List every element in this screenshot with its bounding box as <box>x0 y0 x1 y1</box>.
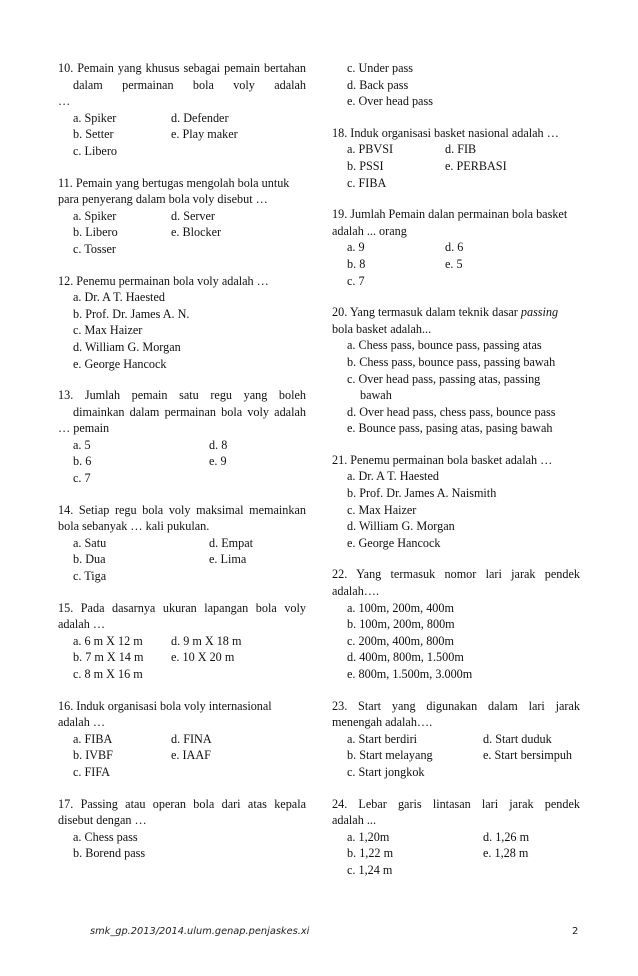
option-b: b. 100m, 200m, 800m <box>347 617 455 632</box>
question-15 <box>58 600 306 683</box>
option-a: a. 100m, 200m, 400m <box>347 600 454 615</box>
right-column <box>332 60 580 879</box>
option-c: c. Tosser <box>73 241 116 256</box>
option-row <box>58 224 306 241</box>
page-number: 2 <box>572 926 579 937</box>
option-row <box>332 239 580 256</box>
option-d: d. William G. Morgan <box>73 339 181 354</box>
option-a: a. 9 <box>347 240 365 255</box>
option-c: c. FIBA <box>347 175 387 190</box>
option-e: e. George Hancock <box>73 356 167 371</box>
question-23 <box>332 698 580 781</box>
option-d: d. William G. Morgan <box>347 519 455 534</box>
option-row <box>58 551 306 568</box>
option-e: e. Start bersimpuh <box>483 748 573 763</box>
option-d: d. Start duduk <box>483 731 552 746</box>
option-row <box>58 453 306 470</box>
option-b: b. Libero <box>73 225 118 240</box>
question-24 <box>332 796 580 879</box>
option-b: b. Dua <box>73 552 106 567</box>
option-row <box>332 845 580 862</box>
question-17 <box>58 796 306 862</box>
option-a: a. Spiker <box>73 208 117 223</box>
option-row <box>332 158 580 175</box>
option-d: d. 6 <box>445 240 464 255</box>
option-c: c. Max Haizer <box>347 502 417 517</box>
option-row <box>58 731 306 748</box>
option-c: c. FIFA <box>73 764 111 779</box>
question-text: 22. Yang termasuk nomor lari jarak pendek adalah…. <box>332 567 580 599</box>
option-row <box>332 256 580 273</box>
option-c: c. 1,24 m <box>347 862 393 877</box>
question-text: 13. Jumlah pemain satu regu yang boleh dimainkan dalam permainan bola voly adalah … pemain <box>58 388 306 436</box>
question-16 <box>58 698 306 781</box>
option-row <box>332 141 580 158</box>
option-d: d. 9 m X 18 m <box>171 633 242 648</box>
option-c: c. 8 m X 16 m <box>73 667 143 681</box>
option-row <box>58 649 306 666</box>
question-20 <box>332 304 580 437</box>
option-row <box>332 747 580 764</box>
question-22 <box>332 566 580 682</box>
option-e: e. 10 X 20 m <box>171 650 235 665</box>
question-10 <box>58 60 306 160</box>
option-row <box>58 633 306 650</box>
option-row <box>58 110 306 127</box>
question-text: 12. Penemu permainan bola voly adalah … <box>58 273 269 288</box>
option-b: b. 1,22 m <box>347 846 394 861</box>
option-c: c. Start jongkok <box>347 764 425 779</box>
left-column <box>58 60 306 862</box>
option-row <box>58 747 306 764</box>
option-c: c. Tiga <box>73 569 107 584</box>
option-row <box>332 829 580 846</box>
question-text: 21. Penemu permainan bola basket adalah … <box>332 452 553 467</box>
option-d: d. Empat <box>209 535 254 550</box>
option-a: a. 6 m X 12 m <box>73 633 143 648</box>
question-13 <box>58 387 306 487</box>
question-text: 17. Passing atau operan bola dari atas kepala disebut dengan … <box>58 796 306 828</box>
question-text: 24. Lebar garis lintasan lari jarak pendek adalah ... <box>332 796 580 828</box>
option-a: a. Chess pass, bounce pass, passing atas <box>347 338 542 353</box>
option-e: e. IAAF <box>171 748 211 763</box>
question-text: 19. Jumlah Pemain dalan permainan bola basket adalah ... orang <box>332 207 568 238</box>
option-a: a. Start berdiri <box>347 731 418 746</box>
question-text: 20. Yang termasuk dalam teknik dasar passing bola basket adalah... <box>332 305 559 336</box>
question-text: 11. Pemain yang bertugas mengolah bola untuk para penyerang dalam bola voly disebut … <box>58 175 290 207</box>
option-d: d. Server <box>171 208 215 223</box>
option-b: b. Setter <box>73 127 114 142</box>
option-c-continued: bawah <box>360 388 392 403</box>
option-a: a. FIBA <box>73 731 113 746</box>
option-c: c. 200m, 400m, 800m <box>347 633 454 648</box>
option-b: b. IVBF <box>73 748 113 763</box>
option-b: b. Prof. Dr. James A. N. <box>73 306 190 321</box>
option-d: d. 1,26 m <box>483 829 530 844</box>
option-b: b. PSSI <box>347 158 384 173</box>
option-row <box>58 208 306 225</box>
question-21 <box>332 452 580 552</box>
question-text: 16. Induk organisasi bola voly internasional adalah … <box>58 698 272 730</box>
footer-text: smk_gp.2013/2014.ulum.genap.penjaskes.xi <box>90 926 310 937</box>
option-a: a. 1,20m <box>347 829 390 844</box>
option-e: e. PERBASI <box>445 158 507 173</box>
question-14 <box>58 502 306 585</box>
option-b: b. Borend pass <box>73 846 146 861</box>
option-c: c. 7 <box>73 471 91 486</box>
option-b: b. 6 <box>73 454 92 469</box>
option-a: a. Satu <box>73 535 107 550</box>
option-row <box>58 437 306 454</box>
option-d: d. Defender <box>171 110 229 125</box>
question-19 <box>332 206 580 289</box>
option-a: a. Dr. A T. Haested <box>73 290 165 305</box>
option-b: b. Prof. Dr. James A. Naismith <box>347 486 497 501</box>
option-c: c. Max Haizer <box>73 323 143 338</box>
option-d: d. Back pass <box>347 77 409 92</box>
question-text: 14. Setiap regu bola voly maksimal memainkan bola sebanyak … kali pukulan. <box>58 502 306 534</box>
option-row <box>58 535 306 552</box>
option-a: a. Chess pass <box>73 829 138 844</box>
option-d: d. FINA <box>171 731 212 746</box>
option-e: e. 5 <box>445 256 463 271</box>
option-e: e. George Hancock <box>347 535 441 550</box>
option-a: a. 5 <box>73 437 91 452</box>
option-d: d. 400m, 800m, 1.500m <box>347 650 464 665</box>
option-e: e. 800m, 1.500m, 3.000m <box>347 667 473 681</box>
option-e: e. Over head pass <box>347 94 433 109</box>
option-row <box>58 126 306 143</box>
option-a: a. Spiker <box>73 110 117 125</box>
option-c: c. 7 <box>347 273 365 288</box>
option-d: d. FIB <box>445 142 477 157</box>
question-text: 23. Start yang digunakan dalam lari jarak menengah adalah…. <box>332 698 580 730</box>
question-17-continued <box>332 60 580 110</box>
question-text: 18. Induk organisasi basket nasional adalah … <box>332 125 559 140</box>
option-c: c. Libero <box>73 143 117 158</box>
option-row <box>332 731 580 748</box>
question-11 <box>58 175 306 258</box>
option-e: e. 1,28 m <box>483 846 529 861</box>
option-d: d. Over head pass, chess pass, bounce pass <box>347 404 556 419</box>
option-e: e. 9 <box>209 454 227 469</box>
option-c: c. Over head pass, passing atas, passing <box>347 371 541 386</box>
option-e: e. Blocker <box>171 225 222 240</box>
option-e: e. Bounce pass, pasing atas, pasing bawah <box>347 421 553 436</box>
option-b: b. Start melayang <box>347 748 433 763</box>
option-b: b. Chess pass, bounce pass, passing bawah <box>347 354 556 369</box>
option-b: b. 8 <box>347 256 366 271</box>
question-text: 10. Pemain yang khusus sebagai pemain bertahan dalam permainan bola voly adalah … <box>58 61 306 109</box>
option-e: e. Play maker <box>171 127 238 142</box>
question-12 <box>58 273 306 373</box>
option-d: d. 8 <box>209 437 228 452</box>
option-e: e. Lima <box>209 552 247 567</box>
option-a: a. Dr. A T. Haested <box>347 469 439 484</box>
question-18 <box>332 125 580 191</box>
option-a: a. PBVSI <box>347 142 394 157</box>
option-b: b. 7 m X 14 m <box>73 650 144 665</box>
option-c: c. Under pass <box>347 61 413 75</box>
question-text: 15. Pada dasarnya ukuran lapangan bola voly adalah … <box>58 600 306 632</box>
